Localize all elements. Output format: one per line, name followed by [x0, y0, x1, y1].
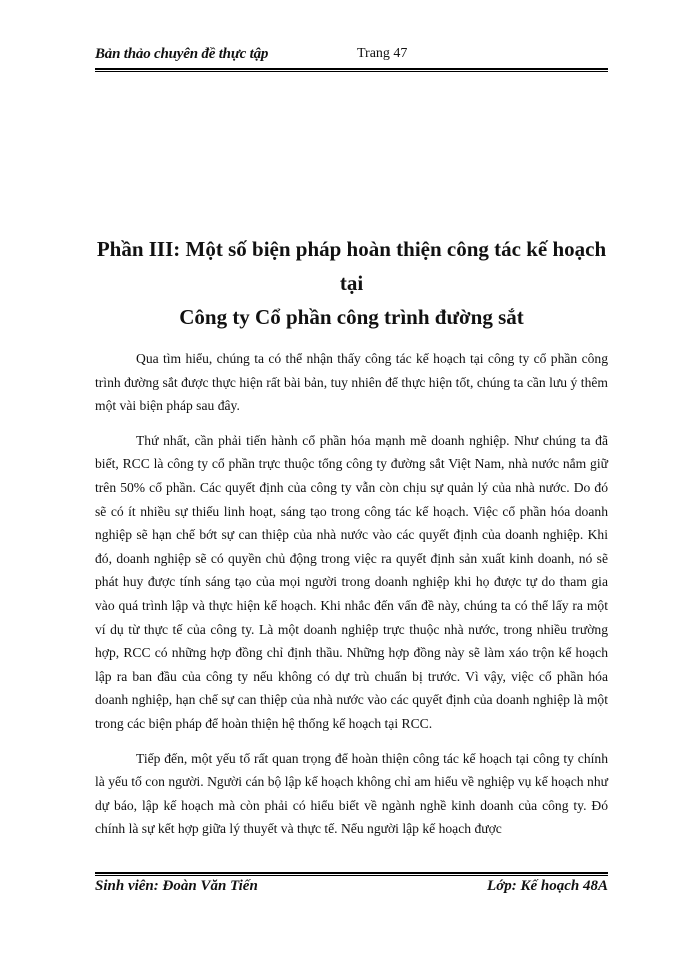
section-title-line-1: Phần III: Một số biện pháp hoàn thiện công tác kế hoạch tại — [96, 237, 607, 295]
header-doc-title: Bản thảo chuyên đề thực tập — [95, 46, 269, 62]
footer-class-name: Lớp: Kế hoạch 48A — [487, 878, 608, 894]
header-page-number: Trang 47 — [357, 46, 408, 61]
section-title — [95, 232, 608, 334]
header-rule — [95, 68, 608, 72]
page-header — [95, 44, 607, 68]
footer-student-name: Sinh viên: Đoàn Văn Tiến — [95, 878, 258, 894]
body-text — [95, 347, 608, 852]
section-title-line-2: Công ty Cổ phần công trình đường sắt — [179, 305, 524, 329]
page-footer — [95, 876, 608, 900]
paragraph-1: Qua tìm hiểu, chúng ta có thể nhận thấy công tác kế hoạch tại công ty cổ phần công trình đường sắt được thực hiện rất bài bản, tuy nhiên để thực hiện tốt, chúng ta cần lưu ý thêm một vài biện pháp sau đây. — [95, 351, 608, 414]
paragraph-3: Tiếp đến, một yếu tố rất quan trọng để hoàn thiện công tác kế hoạch tại công ty chính là yếu tố con người. Người cán bộ lập kế hoạch không chỉ am hiểu về nghiệp vụ kế hoạch như dự báo, lập kế hoạch mà còn phải có hiểu biết về ngành nghề kinh doanh của công ty. Đó chính là sự kết hợp giữa lý thuyết và thực tế. Nếu người lập kế hoạch được — [95, 750, 608, 837]
paragraph-2: Thứ nhất, cần phải tiến hành cổ phần hóa mạnh mẽ doanh nghiệp. Như chúng ta đã biết, RCC là công ty cổ phần trực thuộc tổng công ty đường sắt Việt Nam, nhà nước nắm giữ trên 50% cổ phần. Các quyết định của công ty vẫn còn chịu sự quản lý của nhà nước. Do đó sẽ có ít nhiều sự thiếu linh hoạt, sáng tạo trong công tác kế hoạch. Việc cổ phần hóa doanh nghiệp sẽ hạn chế bớt sự can thiệp của nhà nước vào các quyết định của doanh nghiệp. Khi đó, doanh nghiệp sẽ có quyền chủ động trong việc ra quyết định sản xuất kinh doanh, nó sẽ phát huy được tính sáng tạo của mọi người trong doanh nghiệp khi họ được tự do tham gia vào quá trình lập và thực hiện kế hoạch. Khi nhắc đến vấn đề này, chúng ta có thể lấy ra một ví dụ từ thực tế của công ty. Là một doanh nghiệp trực thuộc nhà nước, trong nhiều trường hợp, RCC có những hợp đồng chỉ định thầu. Những hợp đồng này sẽ làm xáo trộn kế hoạch lập ra ban đầu của công ty nếu không có dự trù chuẩn bị trước. Vì vậy, việc cổ phần hóa doanh nghiệp, hạn chế sự can thiệp của nhà nước vào các quyết định của doanh nghiệp là một trong các biện pháp để hoàn thiện hệ thống kế hoạch tại RCC. — [95, 432, 608, 731]
